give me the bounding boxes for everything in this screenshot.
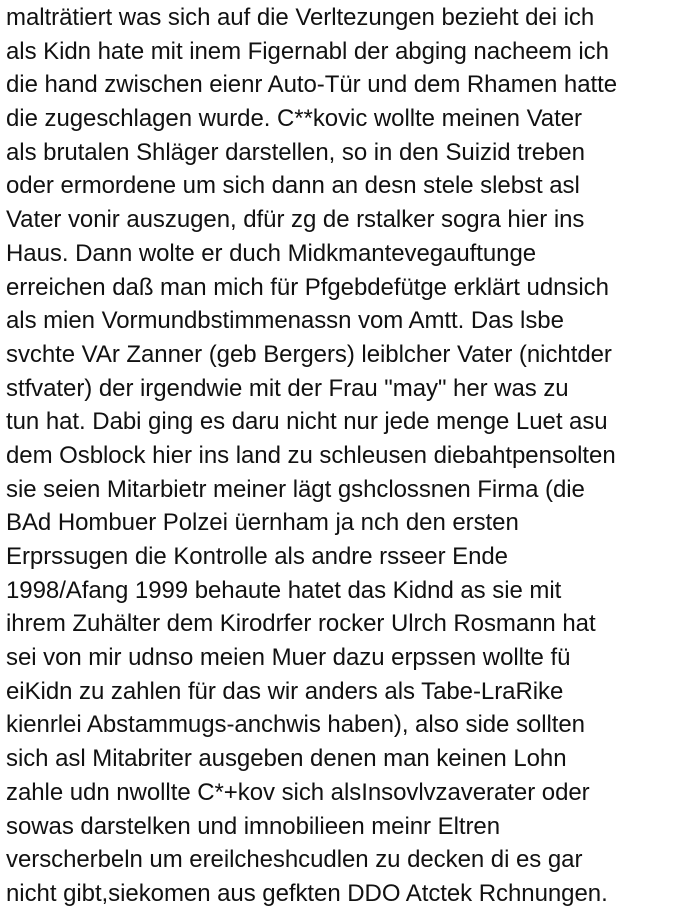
text-line: verscherbeln um ereilcheshcudlen zu decken di es gar xyxy=(6,846,583,874)
text-line: sich asl Mitabriter ausgeben denen man keinen Lohn xyxy=(6,745,567,773)
text-line: die hand zwischen eienr Auto-Tür und dem Rhamen hatte xyxy=(6,71,618,99)
text-line: sowas darstelken und imnobilieen meinr Eltren xyxy=(6,812,501,840)
text-line: BAd Hombuer Polzei üernham ja nch den ersten xyxy=(6,509,519,537)
text-line: oder ermordene um sich dann an desn stele slebst asl xyxy=(6,172,580,200)
text-line: sie seien Mitarbietr meiner lägt gshclossnen Firma (die xyxy=(6,475,585,503)
text-line: als brutalen Shläger darstellen, so in den Suizid treben xyxy=(6,138,585,166)
text-line: Erprssugen die Kontrolle als andre rsseer Ende xyxy=(6,543,508,570)
text-line: nicht gibt,siekomen aus gefkten DDO Atctek Rchnungen. xyxy=(6,879,608,907)
text-line: als Kidn hate mit inem Figernabl der abging nacheem ich xyxy=(6,37,609,65)
text-line: erreichen daß man mich für Pfgebdefütge erklärt udnsich xyxy=(6,273,609,301)
text-line: kienrlei Abstammugs-anchwis haben), also side sollten xyxy=(6,711,585,739)
text-line: 1998/Afang 1999 behaute hatet das Kidnd as sie mit xyxy=(6,576,562,604)
text-line: malträtiert was sich auf die Verltezungen bezieht dei ich xyxy=(6,4,595,31)
text-line: eiKidn zu zahlen für das wir anders als Tabe-LraRike xyxy=(6,677,564,705)
text-line: tun hat. Dabi ging es daru nicht nur jede menge Luet asu xyxy=(6,408,608,436)
text-line: sei von mir udnso meien Muer dazu erpssen wollte fü xyxy=(6,644,571,672)
text-line: zahle udn nwollte C*+kov sich alsInsovlvzaverater oder xyxy=(6,778,590,806)
text-line: Vater vonir auszugen, dfür zg de rstalker sogra hier ins xyxy=(6,206,585,234)
text-line: die zugeschlagen wurde. C**kovic wollte meinen Vater xyxy=(6,105,582,133)
body-text xyxy=(6,1,682,911)
text-line: stfvater) der irgendwie mit der Frau "may" her was zu xyxy=(6,374,569,402)
text-line: ihrem Zuhälter dem Kirodrfer rocker Ulrch Rosmann hat xyxy=(6,610,596,638)
text-line: Haus. Dann wolte er duch Midkmantevegauftunge xyxy=(6,239,537,267)
text-line: svchte VAr Zanner (geb Bergers) leiblcher Vater (nichtder xyxy=(6,340,612,368)
text-line: als mien Vormundbstimmenassn vom Amtt. Das lsbe xyxy=(6,307,564,335)
text-line: dem Osblock hier ins land zu schleusen diebahtpensolten xyxy=(6,441,616,469)
